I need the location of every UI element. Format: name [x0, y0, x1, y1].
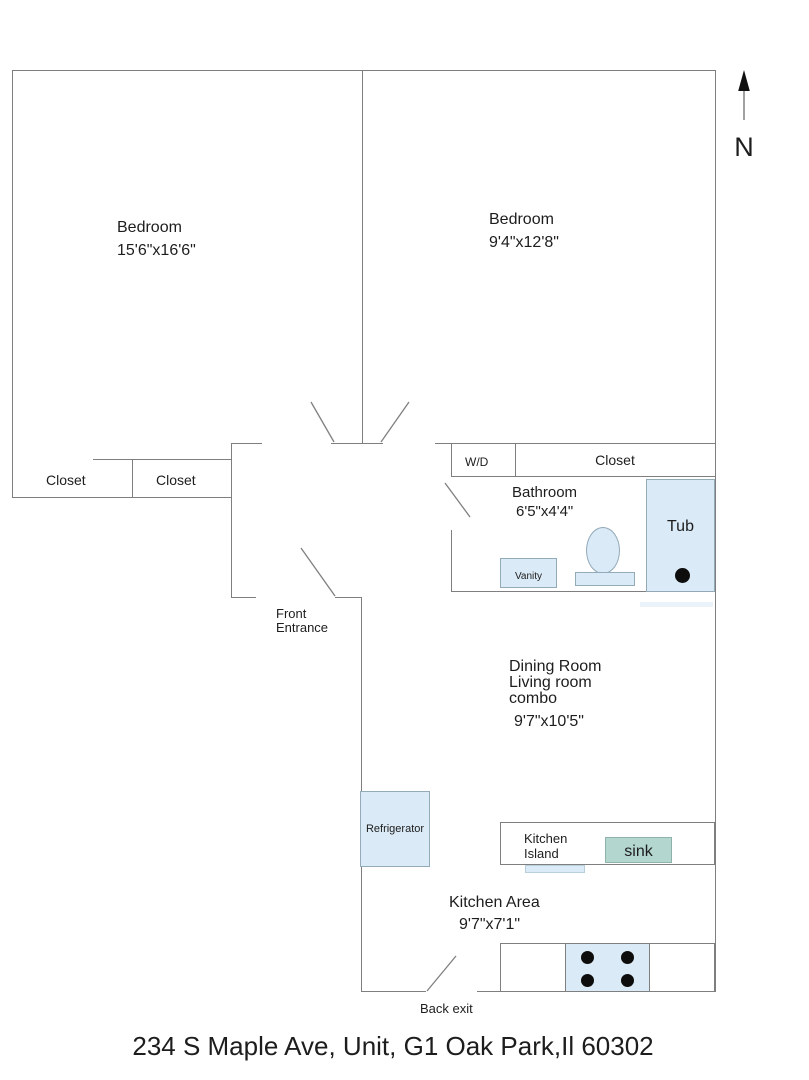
- door-swing-front-entrance: [301, 548, 335, 596]
- wall-bedroom-door-cap: [331, 443, 383, 444]
- tub-shadow-strip: [640, 602, 713, 607]
- refrigerator-label: Refrigerator: [365, 823, 425, 835]
- door-swing-back-exit: [427, 956, 456, 991]
- front-entrance-label-line2: Entrance: [276, 620, 329, 635]
- kitchen-island-label-line2: Island: [524, 846, 559, 861]
- north-label: N: [734, 132, 754, 162]
- tub-drain-icon: [675, 568, 690, 583]
- tub-label: Tub: [667, 518, 694, 535]
- vanity-label: Vanity: [514, 571, 543, 582]
- bedroom-left-label: Bedroom: [117, 219, 182, 236]
- address-title: 234 S Maple Ave, Unit, G1 Oak Park,Il 60302: [132, 1031, 654, 1061]
- stove: [565, 943, 650, 992]
- wall-wd-left: [451, 443, 452, 476]
- wall-entry-stub-left: [231, 597, 256, 598]
- north-arrow-head: [738, 70, 750, 91]
- wall-bath-band-bottom: [451, 476, 715, 477]
- burner-icon: [621, 951, 634, 964]
- wall-hall-stub-left: [231, 443, 262, 444]
- toilet-tank-icon: [575, 572, 635, 586]
- wall-closet-divider: [132, 459, 133, 498]
- wall-bottom-left: [361, 991, 426, 992]
- bathroom-dimensions: 6'5"x4'4": [516, 503, 574, 520]
- wall-top: [12, 70, 715, 71]
- dining-label-line3: combo: [509, 690, 558, 707]
- washer-dryer-label: W/D: [465, 455, 489, 469]
- dining-label-line2: Living room: [509, 674, 592, 691]
- wall-closet-top: [93, 459, 231, 460]
- dining-label-line1: Dining Room: [509, 658, 602, 675]
- toilet-bowl-icon: [586, 527, 620, 574]
- wall-left: [12, 70, 13, 498]
- door-swing-bedroom-left: [311, 402, 334, 442]
- closet-left-label: Closet: [46, 472, 86, 488]
- wall-hallway-left: [231, 443, 232, 598]
- kitchen-area-label: Kitchen Area: [449, 894, 540, 911]
- burner-icon: [581, 951, 594, 964]
- bedroom-left-dimensions: 15'6"x16'6": [117, 242, 196, 259]
- bathroom-label: Bathroom: [512, 484, 578, 501]
- dining-dimensions: 9'7"x10'5": [514, 713, 584, 730]
- bedroom-right-dimensions: 9'4"x12'8": [489, 234, 559, 251]
- bedroom-right-label: Bedroom: [489, 211, 554, 228]
- door-swing-bathroom: [445, 483, 470, 517]
- closet-hall-label: Closet: [595, 452, 635, 468]
- wall-bedroom-left-south: [12, 497, 232, 498]
- wall-entry-stub-right: [335, 597, 361, 598]
- kitchen-island-label-line1: Kitchen: [524, 831, 568, 846]
- burner-icon: [581, 974, 594, 987]
- wall-bath-left: [451, 530, 452, 591]
- front-entrance-label-line1: Front: [276, 606, 307, 621]
- closet-middle-label: Closet: [156, 472, 196, 488]
- kitchen-area-dimensions: 9'7"x7'1": [459, 916, 521, 933]
- back-exit-label: Back exit: [420, 1001, 473, 1016]
- door-swing-bedroom-right: [381, 402, 409, 442]
- wall-bath-top: [435, 443, 715, 444]
- wall-bedroom-divider: [362, 70, 363, 443]
- burner-icon: [621, 974, 634, 987]
- island-bench-icon: [525, 865, 585, 873]
- sink-label: sink: [624, 843, 653, 860]
- wall-right: [715, 70, 716, 992]
